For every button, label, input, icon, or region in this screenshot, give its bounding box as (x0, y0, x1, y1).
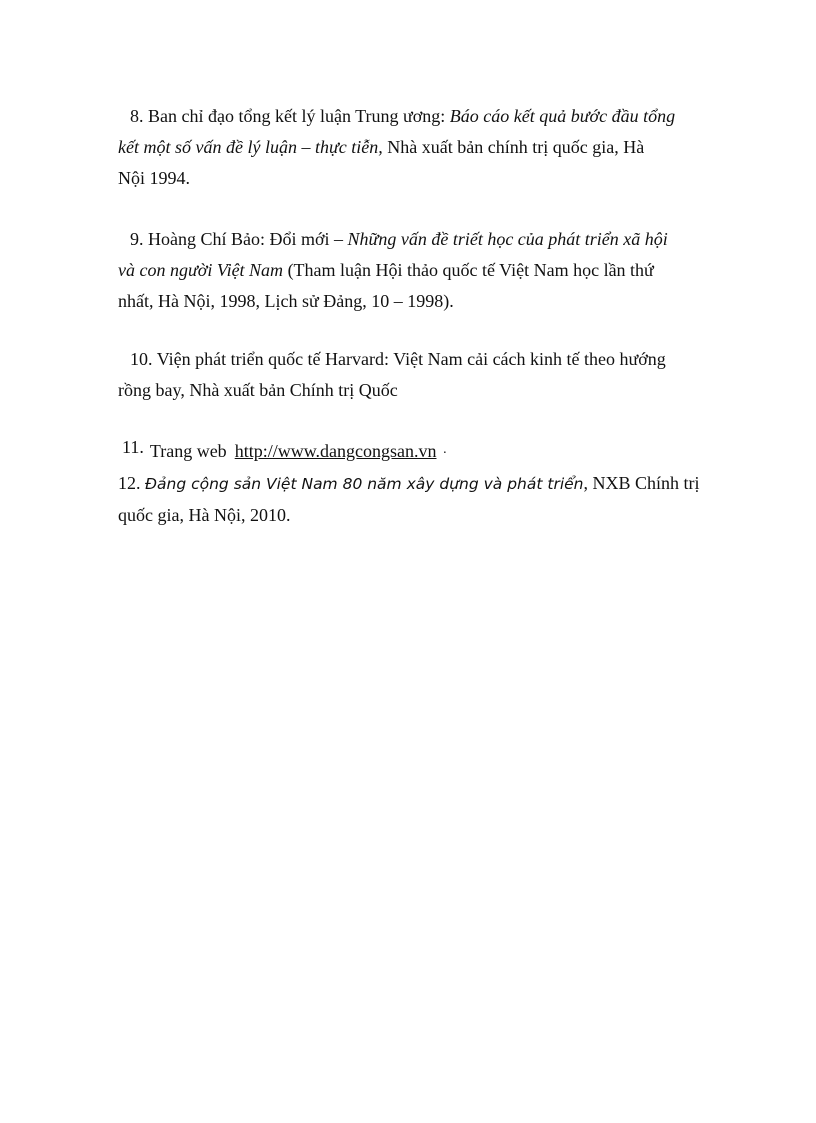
reference-10-line-1 (118, 344, 698, 375)
reference-10-number: 10. (130, 349, 153, 369)
reference-11 (118, 436, 698, 469)
reference-8-title-part-1: Báo cáo kết quả bước đầu tổng (449, 106, 676, 126)
reference-12-line-2: quốc gia, Hà Nội, 2010. (118, 505, 291, 525)
reference-12-line-1 (118, 468, 698, 500)
reference-10 (118, 344, 698, 406)
reference-12-number: 12. (118, 473, 141, 493)
reference-9-author: Hoàng Chí Bảo: Đổi mới – (148, 229, 344, 249)
reference-8-author: Ban chỉ đạo tổng kết lý luận Trung ương: (148, 106, 446, 126)
reference-8-publisher: Nhà xuất bản chính trị quốc gia, Hà (387, 137, 645, 157)
reference-9-line-3: nhất, Hà Nội, 1998, Lịch sử Đảng, 10 – 1998). (118, 291, 454, 311)
reference-8 (118, 101, 698, 194)
reference-9-note: (Tham luận Hội thảo quốc tế Việt Nam học lần thứ (287, 260, 654, 280)
reference-10-text: Viện phát triển quốc tế Harvard: Việt Nam cải cách kinh tế theo hướng (156, 349, 666, 369)
reference-11-trail: · (442, 446, 448, 461)
reference-8-number: 8. (130, 106, 144, 126)
reference-11-line-1 (118, 436, 698, 469)
reference-9-line-2 (118, 255, 698, 286)
reference-11-number: 11. (122, 437, 144, 457)
reference-9-title-part-1: Những vấn đề triết học của phát triển xã hội (347, 229, 668, 249)
reference-12-title: Đảng cộng sản Việt Nam 80 năm xây dựng và phát triển (145, 475, 584, 493)
reference-12-publisher: , NXB Chính trị (583, 473, 700, 493)
reference-9-number: 9. (130, 229, 144, 249)
reference-9 (118, 224, 698, 317)
reference-8-line-3: Nội 1994. (118, 168, 190, 188)
reference-9-line-1 (118, 224, 698, 255)
reference-9-title-part-2: và con người Việt Nam (118, 260, 284, 280)
reference-12 (118, 468, 698, 531)
reference-10-line-2: rồng bay, Nhà xuất bản Chính trị Quốc (118, 380, 398, 400)
reference-8-line-2 (118, 132, 698, 163)
reference-8-line-1 (118, 101, 698, 132)
reference-11-label: Trang web (149, 441, 227, 461)
reference-8-title-part-2: kết một số vấn đề lý luận – thực tiễn, (118, 137, 383, 157)
reference-11-link[interactable]: http://www.dangcongsan.vn (234, 441, 437, 461)
